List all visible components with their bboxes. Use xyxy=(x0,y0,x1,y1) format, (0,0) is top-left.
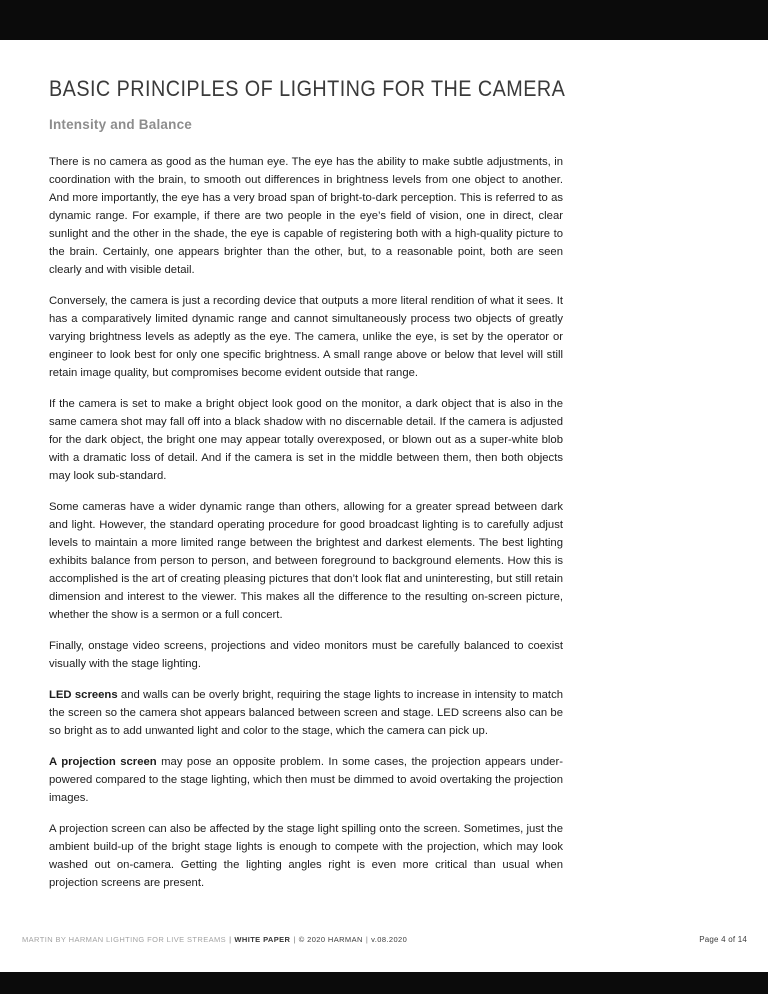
bottom-banner xyxy=(0,972,768,994)
paragraph-8 xyxy=(49,820,563,892)
document-body xyxy=(49,40,566,905)
paragraph-6-text: and walls can be overly bright, requiring the stage lights to increase in intensity to match the screen so the camera shot appears balanced between screen and stage. LED screens also can be so bright as to add unwanted light and color to the stage, which the camera can pick up. xyxy=(49,689,563,737)
paragraph-1-text: There is no camera as good as the human eye. The eye has the ability to make subtle adjustments, in coordination with the brain, to smooth out differences in brightness levels from one object to another. And more importantly, the eye has a very broad span of bright-to-dark perception. This is referred to as dynamic range. For example, if there are two people in the eye’s field of vision, one in direct, clear sunlight and the other in the shade, the eye is capable of registering both with a high-quality picture to the brain. Certainly, one appears brighter than the other, but, to a reasonable point, both are seen clearly and with visible detail. xyxy=(49,156,563,276)
footer-page-number: Page 4 of 14 xyxy=(699,935,747,944)
paragraph-4 xyxy=(49,498,563,624)
page-title: BASIC PRINCIPLES OF LIGHTING FOR THE CAMERA xyxy=(49,76,566,101)
paragraph-2-text: Conversely, the camera is just a recording device that outputs a more literal rendition of what it sees. It has a comparatively limited dynamic range and cannot simultaneously process two objects of greatly varying brightness levels as adeptly as the eye. The camera, unlike the eye, is set by the operator or engineer to look best for only one specific brightness. A small range above or below that level will still retain image quality, but compromises become evident outside that range. xyxy=(49,295,563,379)
section-subtitle: Intensity and Balance xyxy=(49,117,192,132)
paragraph-1 xyxy=(49,153,563,279)
page-footer xyxy=(22,935,747,944)
footer-separator: | xyxy=(229,935,232,944)
paragraph-8-text: A projection screen can also be affected by the stage light spilling onto the screen. Sometimes, just the ambient build-up of the bright stage lights is enough to compete with the projection, which may look washed out on-camera. Getting the lighting angles right is even more critical than usual when projection screens are present. xyxy=(49,823,563,889)
paragraph-3 xyxy=(49,395,563,485)
footer-copyright: © 2020 HARMAN xyxy=(298,935,363,944)
paragraph-7-lead: A projection screen xyxy=(49,756,157,768)
paragraph-5 xyxy=(49,637,563,673)
paragraph-7 xyxy=(49,753,563,807)
footer-separator: | xyxy=(365,935,369,944)
footer-version: v.08.2020 xyxy=(371,935,408,944)
footer-brand: MARTIN BY HARMAN LIGHTING FOR LIVE STREAMS xyxy=(22,935,227,944)
paragraph-5-text: Finally, onstage video screens, projections and video monitors must be carefully balanced to coexist visually with the stage lighting. xyxy=(49,640,563,670)
top-banner xyxy=(0,0,768,40)
footer-meta xyxy=(22,935,407,944)
paragraph-6-lead: LED screens xyxy=(49,689,118,701)
body-copy xyxy=(49,153,563,892)
paragraph-4-text: Some cameras have a wider dynamic range than others, allowing for a greater spread between dark and light. However, the standard operating procedure for good broadcast lighting is to carefully adjust levels to maintain a more limited range between the brightest and darkest elements. The best lighting exhibits balance from person to person, and between foreground to background elements. How this is accomplished is the art of creating pleasing pictures that don’t look flat and uninteresting, but still retain dimension and interest to the viewer. This makes all the difference to the resulting on-screen picture, whether the show is a sermon or a full concert. xyxy=(49,501,563,621)
footer-separator: | xyxy=(293,935,296,944)
paragraph-2 xyxy=(49,292,563,382)
paragraph-6 xyxy=(49,686,563,740)
paragraph-7-text: may pose an opposite problem. In some cases, the projection appears under-powered compared to the stage lighting, which then must be dimmed to avoid overtaking the projection images. xyxy=(49,756,563,804)
paragraph-3-text: If the camera is set to make a bright object look good on the monitor, a dark object that is also in the same camera shot may fall off into a black shadow with no discernable detail. If the camera is adjusted for the dark object, the bright one may appear totally overexposed, or blown out as a super-white blob with a dramatic loss of detail. And if the camera is set in the middle between them, then both objects may look sub-standard. xyxy=(49,398,563,482)
footer-doc-type: WHITE PAPER xyxy=(234,935,291,944)
